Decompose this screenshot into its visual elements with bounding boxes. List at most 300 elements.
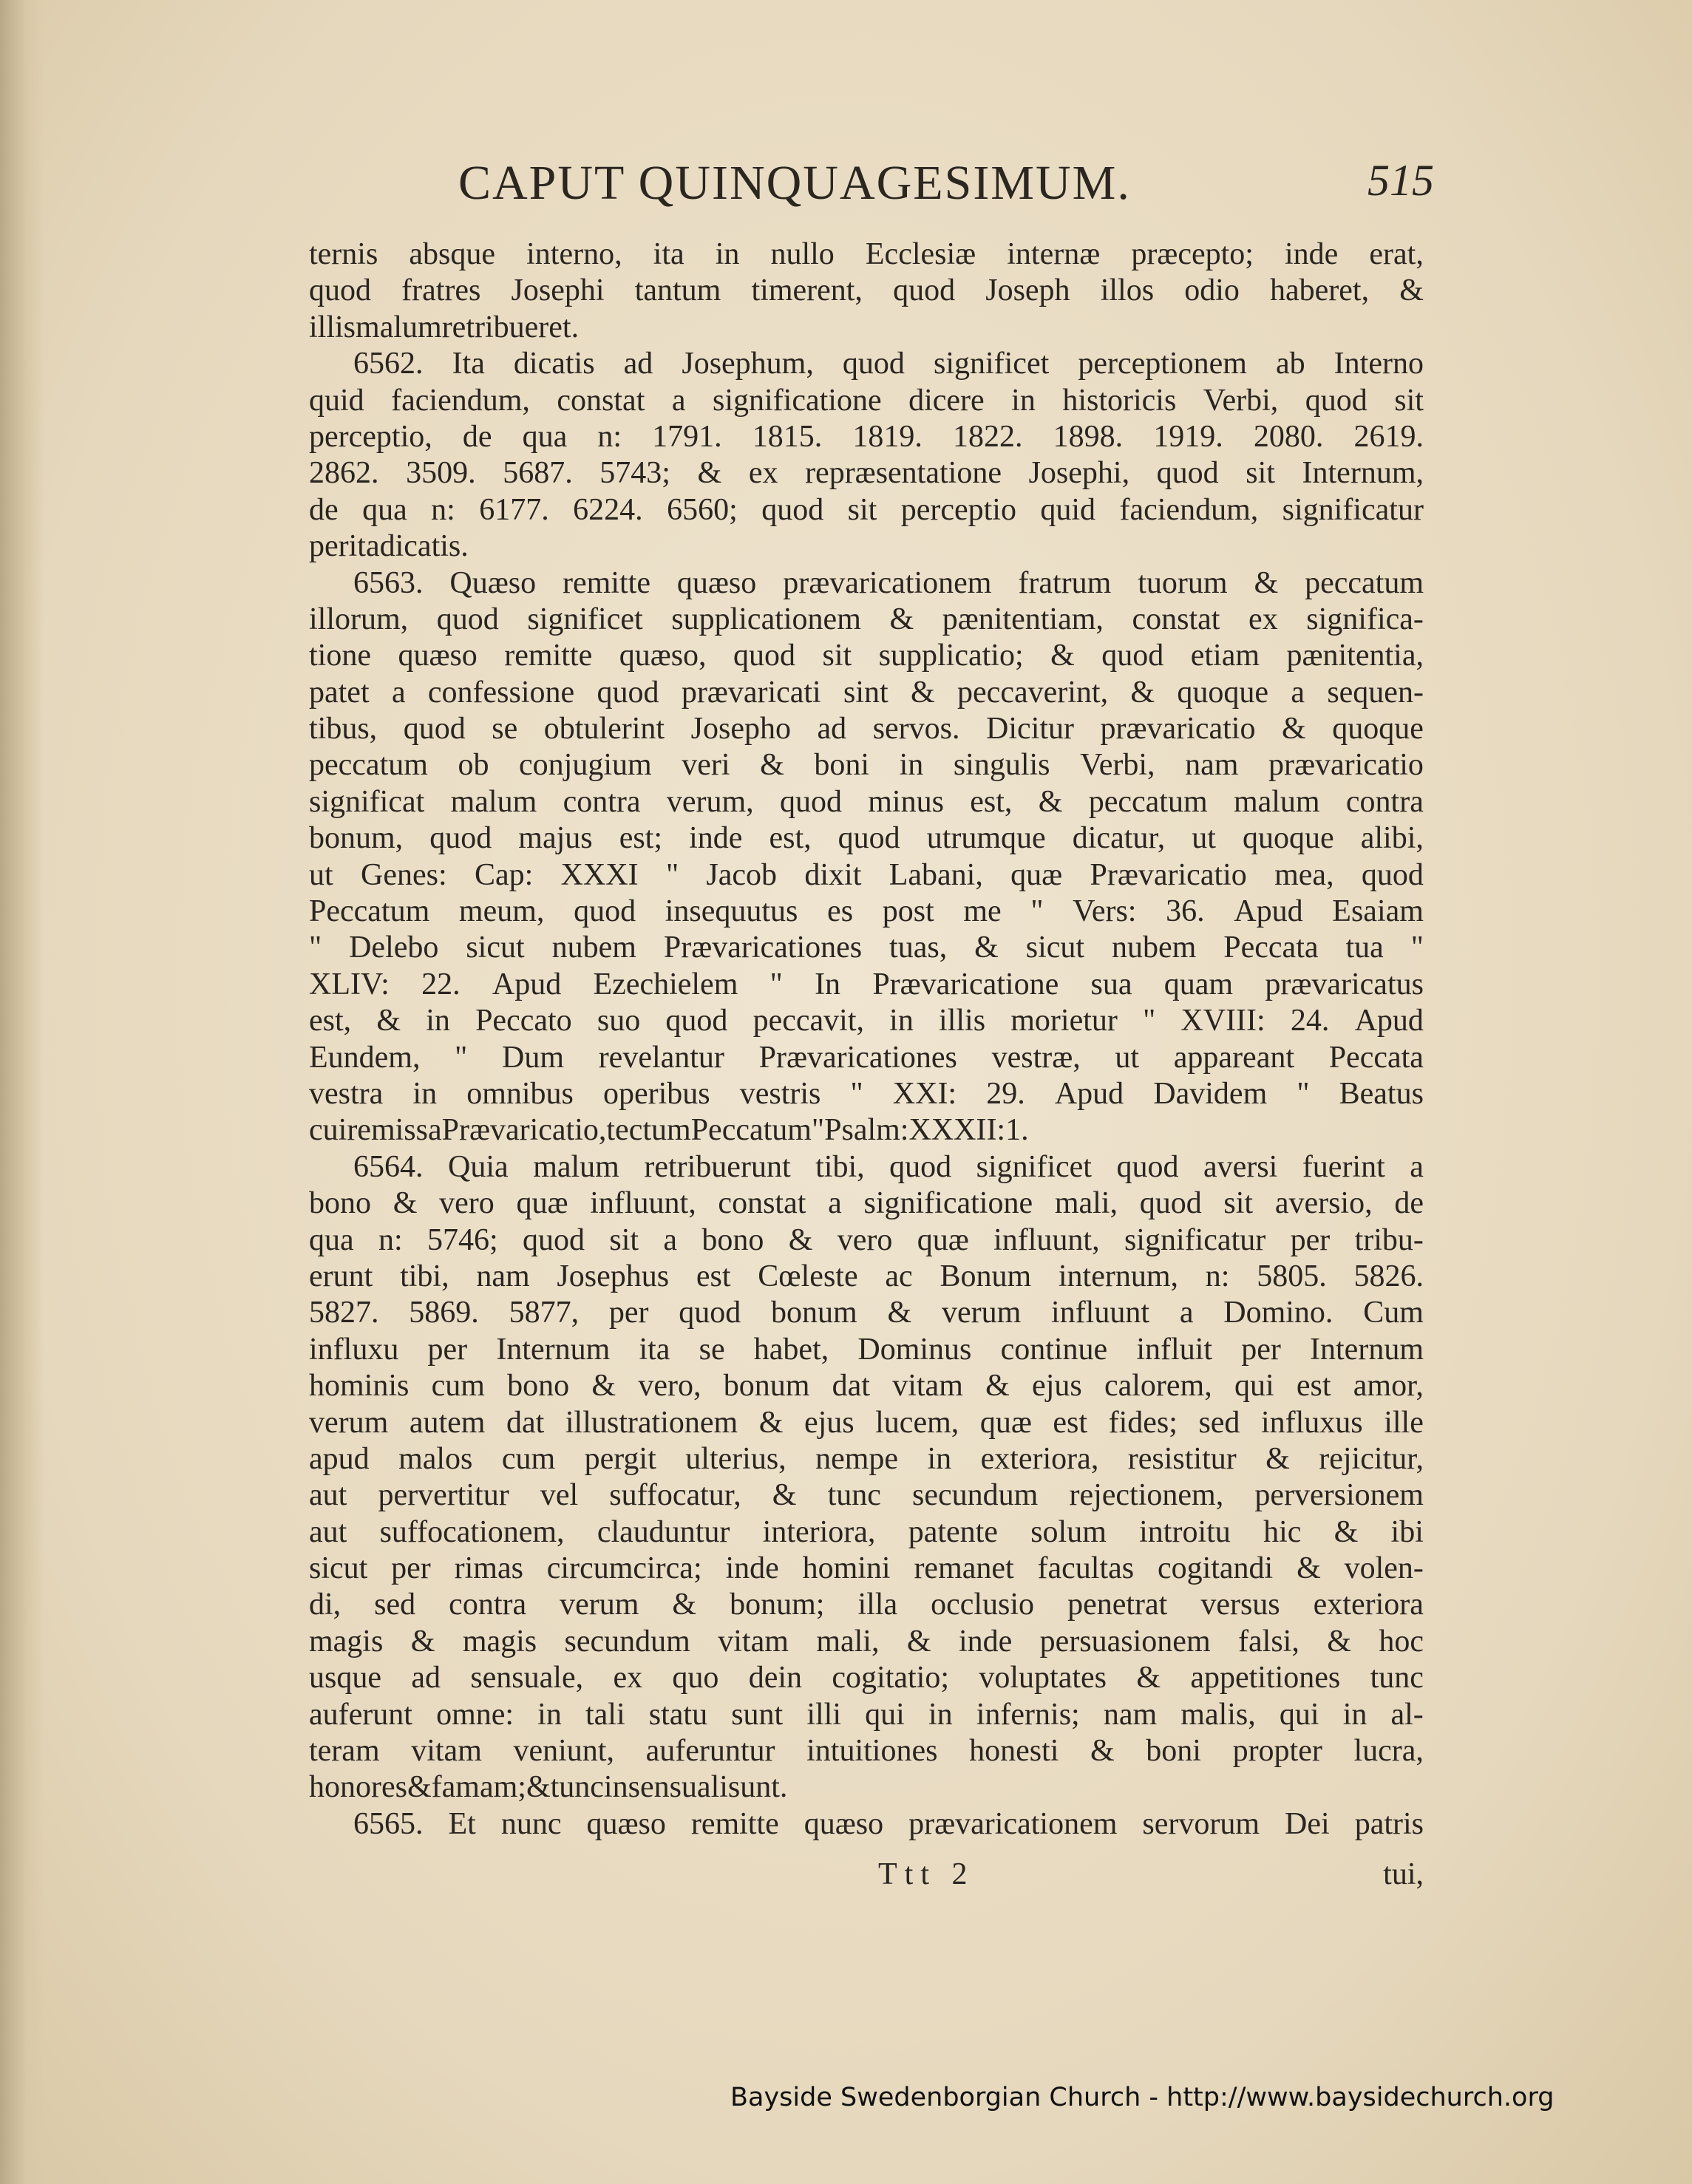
word: illorum, <box>309 602 409 636</box>
word: tectum <box>606 1113 691 1148</box>
word: Prævaricatio, <box>441 1113 607 1148</box>
word: quod <box>761 492 824 527</box>
word: per <box>608 1296 649 1330</box>
word: solum <box>1030 1514 1107 1549</box>
word: significet <box>976 1149 1092 1184</box>
word: amor, <box>1353 1369 1424 1404</box>
word: de <box>1394 1186 1424 1221</box>
word: suo <box>597 1004 641 1038</box>
word: ad <box>817 712 847 746</box>
word: quæso, <box>619 639 707 673</box>
word: est, <box>970 784 1013 819</box>
word: tione <box>309 639 371 673</box>
word: sit <box>1223 1186 1254 1221</box>
word: quid <box>1040 492 1096 527</box>
word: es <box>827 894 854 929</box>
word: vitam <box>411 1734 482 1769</box>
running-head: CAPUT QUINQUAGESIMUM. <box>458 156 1131 210</box>
word: fratrum <box>1018 565 1112 600</box>
word: significatione <box>863 1186 1033 1221</box>
word: ob <box>458 748 489 783</box>
word: autem <box>409 1405 486 1440</box>
word: quod <box>403 712 466 746</box>
word: & <box>407 1770 432 1805</box>
word: sicut <box>466 931 525 965</box>
word: quæso <box>586 1806 666 1841</box>
word: prævaricationem <box>783 565 992 600</box>
word: quod <box>1361 857 1424 892</box>
word: constat <box>557 383 645 418</box>
word: verum <box>941 1296 1022 1330</box>
text-line <box>309 455 1424 491</box>
word: malis, <box>1180 1697 1256 1732</box>
word: quo <box>672 1661 719 1695</box>
word: vero <box>837 1222 893 1257</box>
word: sensuali <box>628 1770 728 1805</box>
word: 29. <box>986 1076 1025 1111</box>
word: 6560; <box>667 492 738 527</box>
word: illa <box>857 1588 898 1622</box>
word: ut <box>1115 1040 1140 1075</box>
word: bono <box>701 1222 764 1257</box>
text-line <box>309 1441 1424 1477</box>
word: quod <box>665 1004 728 1038</box>
word: fides; <box>1108 1405 1178 1440</box>
word: & <box>1130 675 1155 710</box>
word: contra <box>1345 784 1424 819</box>
word: vero <box>439 1186 495 1221</box>
word: 6565. <box>353 1806 424 1841</box>
word: dat <box>832 1369 870 1404</box>
word: sua <box>1090 967 1132 1001</box>
word: Delebo <box>349 931 439 965</box>
word: XXXI <box>560 857 639 892</box>
word: interiora, <box>762 1514 876 1549</box>
word: & <box>410 1624 435 1659</box>
word: sit <box>609 1222 639 1257</box>
word: Dei <box>1285 1806 1330 1841</box>
word: & <box>758 1405 784 1440</box>
word: a <box>1410 1149 1424 1184</box>
word: 36. <box>1166 894 1205 929</box>
word: sensuale, <box>470 1661 584 1695</box>
word: influunt, <box>993 1222 1100 1257</box>
word: ejus <box>1032 1369 1082 1404</box>
text-line <box>309 565 1424 602</box>
word: 6564. <box>353 1149 424 1184</box>
text-line <box>309 1514 1424 1551</box>
word: est <box>1053 1405 1088 1440</box>
text-line <box>309 1660 1424 1696</box>
word: ita <box>653 237 684 271</box>
word: & <box>772 1478 797 1513</box>
word: cogitatio; <box>832 1661 950 1695</box>
word: exteriora, <box>980 1441 1099 1476</box>
word: 1819. <box>852 419 923 454</box>
word: inde <box>689 821 743 856</box>
word: rejicitur, <box>1319 1441 1424 1476</box>
word: tantum <box>634 273 721 308</box>
word: circumcirca; <box>546 1551 702 1586</box>
word: Vers: <box>1073 894 1137 929</box>
page-header <box>310 155 1434 222</box>
word: remitte <box>690 1806 779 1841</box>
word: quæ <box>1010 857 1063 892</box>
word: meum, <box>458 894 545 929</box>
word: Josephus <box>557 1259 670 1293</box>
word: resistitur <box>1127 1441 1237 1476</box>
word: in <box>1342 1697 1367 1732</box>
word: & <box>1282 712 1306 746</box>
word: exteriora <box>1313 1588 1424 1622</box>
word: Peccata <box>1328 1040 1424 1075</box>
word: & <box>985 1369 1010 1404</box>
word: rejectionem, <box>1069 1478 1224 1513</box>
word: ille <box>1384 1405 1424 1440</box>
word: homini <box>802 1551 891 1586</box>
word: operibus <box>602 1076 710 1111</box>
word: Bonum <box>940 1259 1032 1293</box>
word: odio <box>1184 273 1240 308</box>
word: bonum, <box>309 821 404 856</box>
word: Quia <box>448 1149 509 1184</box>
word: 5746; <box>427 1222 498 1257</box>
word: bonum <box>723 1369 810 1404</box>
word: & <box>788 1222 813 1257</box>
word: Cap: <box>474 857 534 892</box>
word: peccaverint, <box>957 675 1109 710</box>
word: appetitiones <box>1190 1661 1341 1695</box>
word: influunt, <box>590 1186 696 1221</box>
word: quod <box>779 784 842 819</box>
word: quod <box>429 821 492 856</box>
watermark-credit: Bayside Swedenborgian Church - http://www.baysidechurch.org <box>730 2083 1555 2112</box>
word: alibi, <box>1360 821 1424 856</box>
word: 1791. <box>652 419 722 454</box>
text-line <box>309 711 1424 747</box>
word: ita <box>639 1332 670 1367</box>
word: veniunt, <box>513 1734 614 1769</box>
word: & <box>1297 1551 1321 1586</box>
word: malum <box>533 1149 619 1184</box>
word: 6224. <box>573 492 643 527</box>
word: per <box>1290 1222 1331 1257</box>
word: occlusio <box>931 1588 1035 1622</box>
text-line <box>309 894 1424 930</box>
word: absque <box>409 237 496 271</box>
word: Apud <box>1354 1004 1424 1038</box>
word: ac <box>885 1259 913 1293</box>
word: servos. <box>872 712 960 746</box>
text-line <box>309 1259 1424 1295</box>
word: n: <box>1205 1259 1230 1293</box>
word: clauduntur <box>597 1514 730 1549</box>
word: tibi, <box>815 1149 865 1184</box>
word: Internum <box>496 1332 611 1367</box>
word: & <box>1090 1734 1115 1769</box>
word: quod <box>436 602 499 636</box>
word: 1822. <box>953 419 1023 454</box>
text-line <box>309 1368 1424 1404</box>
word: patris <box>1354 1806 1424 1841</box>
word: vero, <box>638 1369 701 1404</box>
word: est, <box>769 821 812 856</box>
word: qua <box>362 492 407 527</box>
word: qui <box>1279 1697 1319 1732</box>
word: inde <box>725 1551 779 1586</box>
word: conjugium <box>519 748 652 783</box>
word: significat <box>309 784 425 819</box>
word: Psalm: <box>824 1113 909 1148</box>
word: prævaricatio <box>1100 712 1256 746</box>
word: Cœleste <box>758 1259 858 1293</box>
text-line <box>309 1332 1424 1368</box>
word: confessione <box>427 675 575 710</box>
word: calorem, <box>1104 1369 1212 1404</box>
word: & <box>1050 639 1075 673</box>
word: tunc <box>1370 1661 1424 1695</box>
word: tunc <box>827 1478 881 1513</box>
word: In <box>815 967 841 1001</box>
word: quod <box>893 273 956 308</box>
word: ab <box>1275 347 1305 381</box>
word: introitu <box>1139 1514 1231 1549</box>
word: quoque <box>1243 821 1334 856</box>
text-line <box>309 492 1424 528</box>
word: ut <box>309 857 333 892</box>
word: & <box>1038 784 1063 819</box>
word: XLIV: <box>309 967 390 1001</box>
word: Dicitur <box>986 712 1075 746</box>
word: nam <box>1103 1697 1158 1732</box>
word: cui <box>309 1113 347 1148</box>
word: remitte <box>563 565 650 600</box>
word: quæ <box>917 1222 969 1257</box>
word: quod <box>1116 1149 1179 1184</box>
word: peccavit, <box>752 1004 864 1038</box>
word: & <box>1327 1624 1351 1659</box>
word: Genes: <box>361 857 447 892</box>
word: di, <box>309 1588 342 1622</box>
word: " <box>309 931 322 965</box>
word: retribueret. <box>441 310 580 344</box>
word: pænitentia, <box>1286 639 1424 673</box>
word: tibi, <box>400 1259 449 1293</box>
word: quam <box>1163 967 1234 1001</box>
word: Esaiam <box>1332 894 1424 929</box>
word: nam <box>1185 748 1239 783</box>
word: suffocatur, <box>609 1478 741 1513</box>
word: præcepto; <box>1131 237 1254 271</box>
word: & <box>974 931 999 965</box>
word: prævaricati <box>681 675 821 710</box>
word: significatur <box>1282 492 1424 527</box>
word: Dum <box>502 1040 564 1075</box>
word: 3509. <box>406 456 476 491</box>
word: nunc <box>500 1806 562 1841</box>
word: majus <box>518 821 593 856</box>
word: quod <box>733 639 796 673</box>
word: Ita <box>452 347 485 381</box>
word: a <box>1291 675 1305 710</box>
word: illos <box>1100 273 1155 308</box>
word: influxus <box>1260 1405 1363 1440</box>
word: peccatum <box>309 748 428 783</box>
word: suffocationem, <box>379 1514 565 1549</box>
word: 1. <box>1005 1113 1029 1148</box>
word: secundum <box>564 1624 690 1659</box>
word: statu <box>648 1697 708 1732</box>
text-line <box>309 1295 1424 1331</box>
word: Eundem, <box>309 1040 421 1075</box>
word: vel <box>540 1478 579 1513</box>
text-line <box>309 1697 1424 1733</box>
word: cum <box>431 1369 485 1404</box>
word: sit <box>847 492 877 527</box>
word: Beatus <box>1339 1076 1424 1111</box>
text-line <box>309 820 1424 857</box>
catchword: tui, <box>1383 1857 1424 1891</box>
word: per <box>1241 1332 1281 1367</box>
word: prævaricatus <box>1265 967 1424 1001</box>
word: Interno <box>1333 347 1424 381</box>
word: " <box>1143 1004 1156 1038</box>
word: veri <box>682 748 730 783</box>
word: 24. <box>1290 1004 1330 1038</box>
word: faciendum, <box>1119 492 1259 527</box>
word: Apud <box>1054 1076 1124 1111</box>
word: repræsentatione <box>805 456 1002 491</box>
word: dixit <box>804 857 862 892</box>
word: n: <box>431 492 455 527</box>
word: quæso <box>803 1806 884 1841</box>
word: habet, <box>753 1332 829 1367</box>
word: sint <box>843 675 889 710</box>
word: sit <box>1394 383 1424 418</box>
word: tuas, <box>889 931 948 965</box>
word: tua <box>1345 931 1384 965</box>
word: mea, <box>1274 857 1334 892</box>
word: revelantur <box>598 1040 724 1075</box>
word: & <box>393 1186 418 1221</box>
word: in <box>928 1697 953 1732</box>
word: volen- <box>1344 1551 1424 1586</box>
word: " <box>811 1113 825 1148</box>
word: dicatur, <box>1072 821 1166 856</box>
word: sit <box>1246 456 1275 491</box>
word: mali, <box>1054 1186 1118 1221</box>
word: appareant <box>1173 1040 1295 1075</box>
word: constat <box>1132 602 1220 636</box>
word: Labani, <box>889 857 983 892</box>
word: Peccatum <box>309 894 430 929</box>
word: influxu <box>309 1332 399 1367</box>
word: famam; <box>431 1770 526 1805</box>
word: remitte <box>504 639 593 673</box>
word: patente <box>908 1514 998 1549</box>
text-line <box>309 784 1424 820</box>
word: supplicatio; <box>878 639 1024 673</box>
word: illi <box>806 1697 842 1732</box>
word: erunt <box>309 1259 373 1293</box>
word: persuasionem <box>1039 1624 1211 1659</box>
word: quod <box>1156 456 1219 491</box>
word: dat <box>506 1405 545 1440</box>
word: se <box>699 1332 725 1367</box>
word: Prævaricatio <box>1090 857 1247 892</box>
word: verum <box>560 1588 639 1622</box>
word: de <box>309 492 339 527</box>
word: Verbi, <box>1080 748 1155 783</box>
word: significet <box>933 347 1050 381</box>
word: " <box>850 1076 863 1111</box>
word: aversi <box>1203 1149 1278 1184</box>
word: qui <box>1234 1369 1274 1404</box>
word: Apud <box>492 967 562 1001</box>
word: 1919. <box>1153 419 1223 454</box>
word: significatione <box>712 383 882 418</box>
word: ut <box>1192 821 1216 856</box>
word: quid <box>309 383 364 418</box>
word: me <box>963 894 1002 929</box>
word: dicatis. <box>379 529 469 564</box>
word: ex <box>1248 602 1278 636</box>
word: pænitentiam, <box>942 602 1104 636</box>
word: tali <box>585 1697 625 1732</box>
word: aversio, <box>1274 1186 1373 1221</box>
word: falsi, <box>1238 1624 1299 1659</box>
word: Joseph <box>985 273 1070 308</box>
word: peccatum <box>1088 784 1208 819</box>
word: cum <box>501 1441 556 1476</box>
word: Domino. <box>1223 1296 1333 1330</box>
word: Peccata <box>1223 931 1319 965</box>
word: in <box>927 1441 952 1476</box>
word: tibus, <box>309 712 378 746</box>
word: perceptio <box>900 492 1016 527</box>
word: Prævaricationes <box>663 931 863 965</box>
word: in <box>603 1770 628 1805</box>
word: qua <box>309 1222 354 1257</box>
word: historicis <box>1062 383 1177 418</box>
text-line <box>309 930 1424 966</box>
word: est <box>696 1259 731 1293</box>
text-line <box>309 1222 1424 1259</box>
text-line <box>309 967 1424 1003</box>
text-line <box>309 675 1424 711</box>
word: qui <box>865 1697 905 1732</box>
word: " <box>769 967 783 1001</box>
word: singulis <box>953 748 1050 783</box>
word: timerent, <box>751 273 863 308</box>
word: fratres <box>401 273 481 308</box>
word: remissa <box>347 1113 442 1148</box>
word: nullo <box>770 237 835 271</box>
word: 6562. <box>353 347 424 381</box>
word: Prævaricatione <box>872 967 1059 1001</box>
word: XXI: <box>892 1076 957 1111</box>
word: & <box>906 1624 931 1659</box>
word: omnibus <box>466 1076 574 1111</box>
word: & <box>1265 1441 1290 1476</box>
word: vestræ, <box>991 1040 1081 1075</box>
word: Peccato <box>475 1004 572 1038</box>
text-line <box>309 310 1424 346</box>
word: illustrationem <box>565 1405 738 1440</box>
word: insequutus <box>665 894 798 929</box>
word: servorum <box>1142 1806 1260 1841</box>
word: prævaricationem <box>908 1806 1118 1841</box>
